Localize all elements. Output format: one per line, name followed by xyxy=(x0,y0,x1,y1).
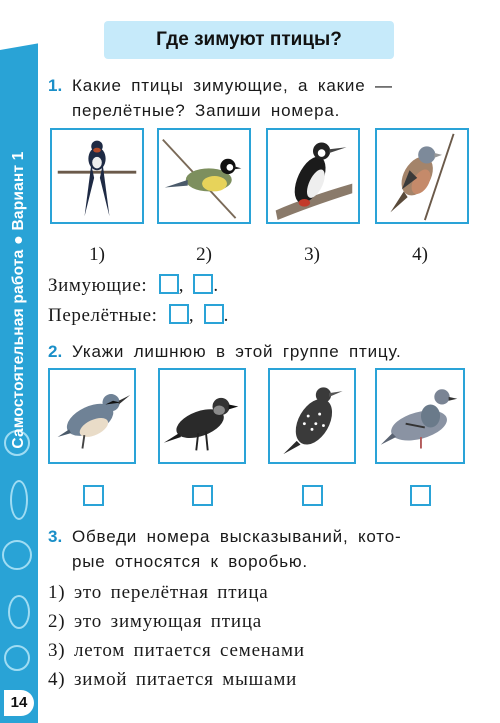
wintering-answer-box-2[interactable] xyxy=(193,274,213,294)
statement-2[interactable]: 2) это зимующая птица xyxy=(48,611,263,632)
swallow-icon xyxy=(52,130,142,222)
chaffinch-icon xyxy=(377,130,467,222)
migratory-answer-box-1[interactable] xyxy=(169,304,189,324)
q1-image-4 xyxy=(375,128,469,224)
page-number: 14 xyxy=(4,690,34,716)
q1-image-2 xyxy=(157,128,251,224)
migratory-answer-box-2[interactable] xyxy=(204,304,224,324)
wintering-row xyxy=(48,274,219,297)
q1-image-1 xyxy=(50,128,144,224)
q1-label-3: 3) xyxy=(304,244,320,265)
sidebar xyxy=(0,0,38,723)
nuthatch-icon xyxy=(50,370,134,462)
q2-answer-box-4[interactable] xyxy=(410,485,431,506)
q2-text: Укажи лишнюю в этой группе птицу. xyxy=(72,342,402,361)
variant-label: Вариант 1 xyxy=(10,151,27,231)
q1-number: 1. xyxy=(48,76,63,95)
sidebar-caption xyxy=(10,151,28,448)
q1-label-1: 1) xyxy=(89,244,105,265)
q1-label-2: 2) xyxy=(196,244,212,265)
period: . xyxy=(223,305,229,326)
q3-text-line1: Обведи номера высказываний, кото- xyxy=(72,527,402,546)
statement-4[interactable]: 4) зимой питается мышами xyxy=(48,669,298,690)
q2-number: 2. xyxy=(48,342,63,361)
q2-image-3 xyxy=(268,368,356,464)
ornament-icon xyxy=(10,480,28,520)
q1-text-line2: перелётные? Запиши номера. xyxy=(72,101,341,120)
ornament-icon xyxy=(2,540,32,570)
q2-answer-box-1[interactable] xyxy=(83,485,104,506)
period: . xyxy=(213,275,219,296)
starling-icon xyxy=(270,370,354,462)
q2-image-1 xyxy=(48,368,136,464)
ornament-icon xyxy=(8,595,30,629)
bullet-icon xyxy=(15,237,22,244)
great-tit-icon xyxy=(159,130,249,222)
jackdaw-icon xyxy=(160,370,244,462)
pigeon-icon xyxy=(377,370,463,462)
wintering-label: Зимующие: xyxy=(48,275,148,296)
q3-number: 3. xyxy=(48,527,63,546)
q3-text-line2: рые относятся к воробью. xyxy=(72,552,308,571)
sidebar-top-band xyxy=(0,0,38,51)
statement-1[interactable]: 1) это перелётная птица xyxy=(48,582,269,603)
q1-label-4: 4) xyxy=(412,244,428,265)
wintering-answer-box-1[interactable] xyxy=(159,274,179,294)
page-title: Где зимуют птицы? xyxy=(104,21,394,59)
migratory-row xyxy=(48,304,229,327)
q2-answer-box-2[interactable] xyxy=(192,485,213,506)
q2-image-4 xyxy=(375,368,465,464)
q2-answer-box-3[interactable] xyxy=(302,485,323,506)
statement-3[interactable]: 3) летом питается семенами xyxy=(48,640,305,661)
woodpecker-icon xyxy=(268,130,358,222)
ornament-icon xyxy=(4,645,30,671)
q2-image-2 xyxy=(158,368,246,464)
work-type-label: Самостоятельная работа xyxy=(10,249,27,449)
comma: , xyxy=(178,275,185,296)
comma: , xyxy=(188,305,195,326)
migratory-label: Перелётные: xyxy=(48,305,158,326)
q1-text-line1: Какие птицы зимующие, а какие — xyxy=(72,76,393,95)
q1-image-3 xyxy=(266,128,360,224)
